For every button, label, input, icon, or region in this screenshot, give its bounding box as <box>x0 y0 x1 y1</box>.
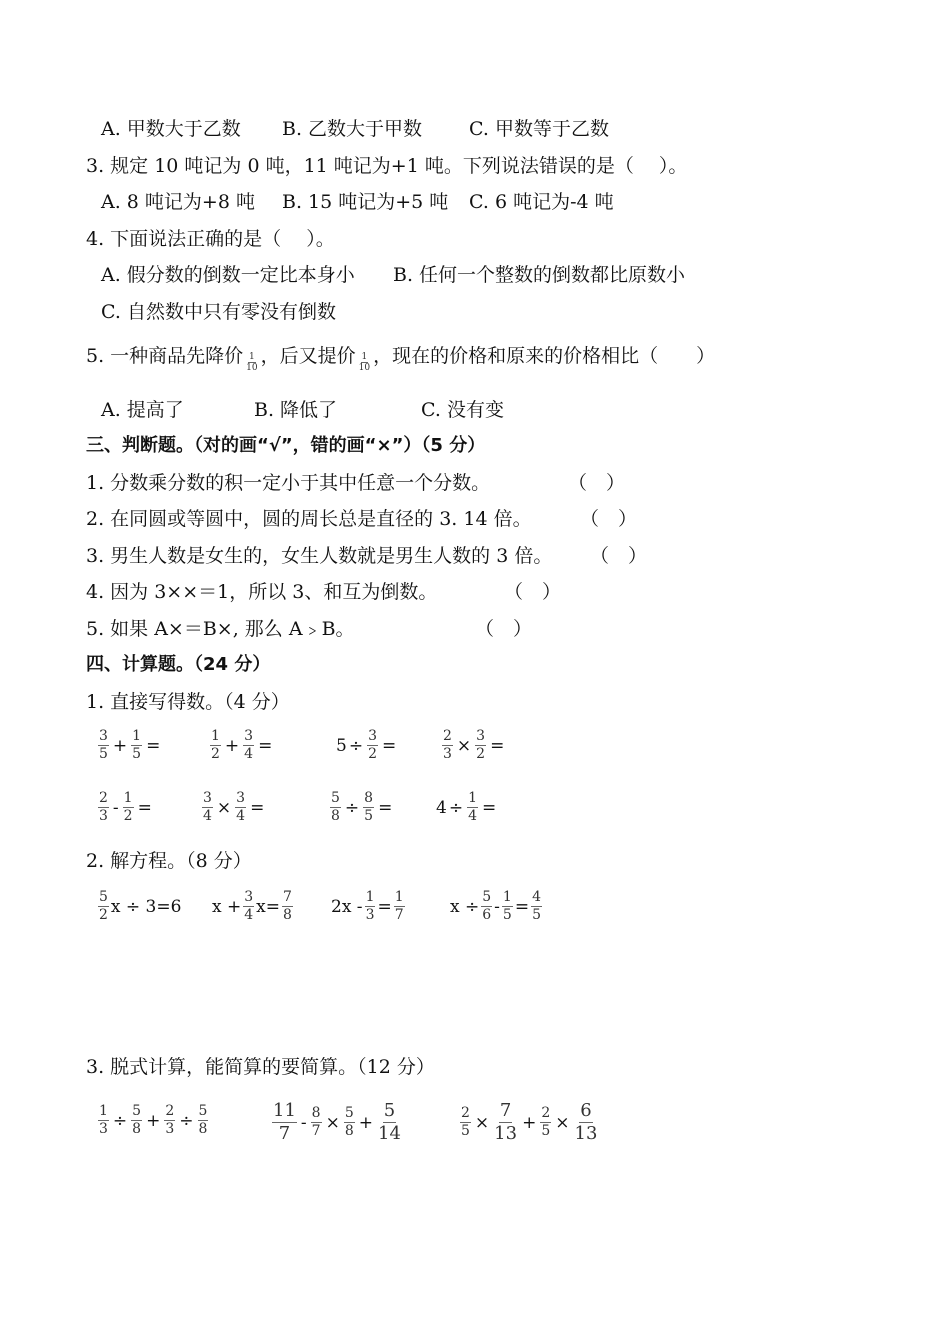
fraction: $\frac{1}{7}$ <box>394 889 404 923</box>
judge-bracket-3[interactable]: （ ） <box>590 545 648 567</box>
q3-option-a: A. 8 吨记为+8 吨 <box>101 191 255 213</box>
calc-r1-e3: 5 ÷ $\frac{3}{2}$ = <box>336 728 397 762</box>
judge-bracket-5[interactable]: （ ） <box>475 618 533 640</box>
q5-part1: 5. 一种商品先降价 <box>86 344 244 367</box>
q5-fraction-1: $\frac{1}{10}$ <box>246 352 258 373</box>
equation-1: $\frac{5}{2}$ x ÷ 3=6 <box>99 889 182 923</box>
q3-stem: 3. 规定 10 吨记为 0 吨，11 吨记为+1 吨。下列说法错误的是（ ）。 <box>86 155 688 177</box>
q2-option-b: B. 乙数大于甲数 <box>282 118 423 140</box>
calc-r2-e4: 4 ÷ $\frac{1}{4}$ = <box>436 790 497 824</box>
q3-option-c: C. 6 吨记为-4 吨 <box>469 191 614 213</box>
calc-r1-e4: $\frac{2}{3}$ × $\frac{3}{2}$ = <box>443 728 505 762</box>
step-calc-2: $\frac{11}{7}$ - $\frac{8}{7}$ × $\frac{5}{8}$ + $\frac{5}{14}$ <box>273 1100 401 1144</box>
fraction: $\frac{5}{8}$ <box>331 790 340 824</box>
q4-option-a: A. 假分数的倒数一定比本身小 <box>101 264 355 286</box>
section4-sub1: 1. 直接写得数。（4 分） <box>86 691 290 713</box>
fraction: $\frac{5}{2}$ <box>99 889 108 923</box>
q2-option-c: C. 甲数等于乙数 <box>469 118 609 140</box>
calc-r1-e1: $\frac{3}{5}$ + $\frac{1}{5}$ = <box>99 728 161 762</box>
fraction: $\frac{5}{14}$ <box>378 1100 401 1144</box>
equation-4: x ÷ $\frac{5}{6}$ - $\frac{1}{5}$ = $\frac{4}{5}$ <box>450 889 542 923</box>
judge-item-4: 4. 因为 3××＝1，所以 3、和互为倒数。 <box>86 581 438 603</box>
q4-option-c: C. 自然数中只有零没有倒数 <box>101 301 336 323</box>
fraction: $\frac{1}{5}$ <box>132 728 142 762</box>
fraction: $\frac{1}{5}$ <box>502 889 512 923</box>
calc-r2-e3: $\frac{5}{8}$ ÷ $\frac{8}{5}$ = <box>331 790 393 824</box>
fraction: $\frac{11}{7}$ <box>273 1100 296 1144</box>
fraction: $\frac{1}{2}$ <box>211 728 220 762</box>
fraction: $\frac{3}{4}$ <box>236 790 246 824</box>
fraction: $\frac{8}{7}$ <box>311 1105 321 1139</box>
q3-option-b: B. 15 吨记为+5 吨 <box>282 191 449 213</box>
judge-item-5: 5. 如果 A×＝B×, 那么 A﹥B。 <box>86 618 355 640</box>
q5-part3: ，现在的价格和原来的价格相比（ ） <box>373 344 716 367</box>
fraction: $\frac{5}{8}$ <box>198 1103 208 1137</box>
fraction: $\frac{6}{13}$ <box>574 1100 598 1144</box>
q5-stem <box>86 338 715 373</box>
fraction: $\frac{8}{5}$ <box>364 790 374 824</box>
fraction: $\frac{2}{3}$ <box>443 728 452 762</box>
fraction: $\frac{1}{3}$ <box>365 889 375 923</box>
judge-bracket-2[interactable]: （ ） <box>580 508 638 530</box>
section4-sub3: 3. 脱式计算，能简算的要简算。（12 分） <box>86 1056 435 1078</box>
fraction: $\frac{7}{8}$ <box>283 889 292 923</box>
step-calc-1: $\frac{1}{3}$ ÷ $\frac{5}{8}$ + $\frac{2}{3}$ ÷ $\frac{5}{8}$ <box>99 1103 208 1137</box>
section4-title: 四、计算题。（24 分） <box>86 654 271 675</box>
calc-r2-e2: $\frac{3}{4}$ × $\frac{3}{4}$ = <box>203 790 265 824</box>
equation-3: 2x - $\frac{1}{3}$ = $\frac{1}{7}$ <box>331 889 404 923</box>
fraction: $\frac{3}{2}$ <box>476 728 486 762</box>
calc-r1-e2: $\frac{1}{2}$ + $\frac{3}{4}$ = <box>211 728 273 762</box>
fraction: $\frac{1}{2}$ <box>123 790 133 824</box>
q2-option-a: A. 甲数大于乙数 <box>101 118 241 140</box>
fraction: $\frac{3}{5}$ <box>99 728 108 762</box>
fraction: $\frac{4}{5}$ <box>532 889 542 923</box>
q5-fraction-2: $\frac{1}{10}$ <box>358 352 371 373</box>
q5-option-b: B. 降低了 <box>254 399 338 421</box>
equation-2: x + $\frac{3}{4}$ x= $\frac{7}{8}$ <box>212 889 292 923</box>
q5-option-c: C. 没有变 <box>421 399 504 421</box>
fraction: $\frac{1}{4}$ <box>468 790 477 824</box>
fraction: $\frac{2}{3}$ <box>165 1103 175 1137</box>
fraction: $\frac{3}{2}$ <box>368 728 377 762</box>
fraction: $\frac{2}{5}$ <box>461 1105 470 1139</box>
q5-option-a: A. 提高了 <box>101 399 184 421</box>
fraction: $\frac{2}{3}$ <box>99 790 108 824</box>
judge-bracket-4[interactable]: （ ） <box>504 581 562 603</box>
section3-title: 三、判断题。（对的画“√”，错的画“×”）（5 分） <box>86 435 486 456</box>
step-calc-3: $\frac{2}{5}$ × $\frac{7}{13}$ + $\frac{2}{5}$ × $\frac{6}{13}$ <box>461 1100 598 1144</box>
judge-bracket-1[interactable]: （ ） <box>568 472 626 494</box>
fraction: $\frac{5}{8}$ <box>344 1105 354 1139</box>
q4-option-b: B. 任何一个整数的倒数都比原数小 <box>393 264 686 286</box>
fraction: $\frac{3}{4}$ <box>244 728 254 762</box>
section4-sub2: 2. 解方程。（8 分） <box>86 850 252 872</box>
fraction: $\frac{3}{4}$ <box>203 790 212 824</box>
fraction: $\frac{5}{8}$ <box>132 1103 142 1137</box>
judge-item-3: 3. 男生人数是女生的，女生人数就是男生人数的 3 倍。 <box>86 545 553 567</box>
q4-stem: 4. 下面说法正确的是（ ）。 <box>86 228 335 250</box>
q5-part2: ，后又提价 <box>260 344 356 367</box>
fraction: $\frac{2}{5}$ <box>541 1105 551 1139</box>
fraction: $\frac{1}{3}$ <box>99 1103 108 1137</box>
judge-item-1: 1. 分数乘分数的积一定小于其中任意一个分数。 <box>86 472 491 494</box>
fraction: $\frac{7}{13}$ <box>494 1100 518 1144</box>
judge-item-2: 2. 在同圆或等圆中，圆的周长总是直径的 3. 14 倍。 <box>86 508 532 530</box>
fraction: $\frac{3}{4}$ <box>244 889 254 923</box>
calc-r2-e1: $\frac{2}{3}$ - $\frac{1}{2}$ = <box>99 790 152 824</box>
fraction: $\frac{5}{6}$ <box>482 889 492 923</box>
